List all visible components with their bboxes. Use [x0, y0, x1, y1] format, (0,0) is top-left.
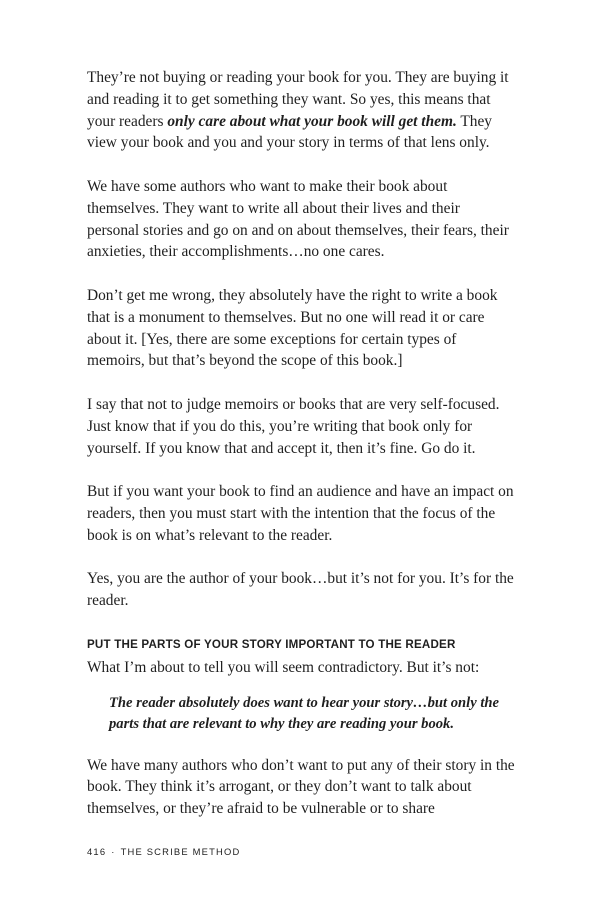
paragraph-text: They’re not buying or reading your book for you. They are buying it and reading it to get something they want. So yes, this means that your readers: [87, 69, 509, 130]
section-intro: What I’m about to tell you will seem contradictory. But it’s not:: [87, 658, 480, 676]
paragraph-audience: But if you want your book to find an audience and have an impact on readers, then you must start with the intention that the focus of the book is on what’s relevant to the reader.: [87, 483, 514, 544]
footer-separator: ·: [111, 846, 116, 857]
paragraph-text: They view your book and you and your story in terms of that lens only.: [87, 112, 492, 152]
paragraph-readers-want: [87, 67, 515, 154]
section-heading: PUT THE PARTS OF YOUR STORY IMPORTANT TO THE READER: [87, 637, 456, 651]
paragraph-for-the-reader: Yes, you are the author of your book…but it’s not for you. It’s for the reader.: [87, 570, 514, 610]
paragraph-monument: Don’t get me wrong, they absolutely have the right to write a book that is a monument to themselves. But no one will read it or care about it. [Yes, there are some exceptions for certain types of memoirs, but that’s beyond the scope of this book.]: [87, 286, 498, 370]
emphasized-text: only care about what your book will get them.: [167, 112, 457, 130]
paragraph-closing: We have many authors who don’t want to put any of their story in the book. They think it’s arrogant, or they don’t want to talk about themselves, or they’re afraid to be vulnerable or to share: [87, 756, 515, 818]
pull-quote: The reader absolutely does want to hear your story…but only the parts that are relevant to why they are reading your book.: [109, 694, 499, 732]
page-footer: [87, 846, 240, 857]
paragraph-self-focused-authors: We have some authors who want to make their book about themselves. They want to write all about their lives and their personal stories and go on and on about themselves, their fears, their anxieties, their accomplishments…no one cares.: [87, 177, 509, 261]
running-title: THE SCRIBE METHOD: [120, 846, 241, 857]
page-number: 416: [87, 846, 107, 857]
paragraph-memoirs: I say that not to judge memoirs or books that are very self-focused. Just know that if you do this, you’re writing that book only for yourself. If you know that and accept it, then it’s fine. Go do it.: [87, 395, 500, 457]
page-body: [87, 67, 515, 842]
